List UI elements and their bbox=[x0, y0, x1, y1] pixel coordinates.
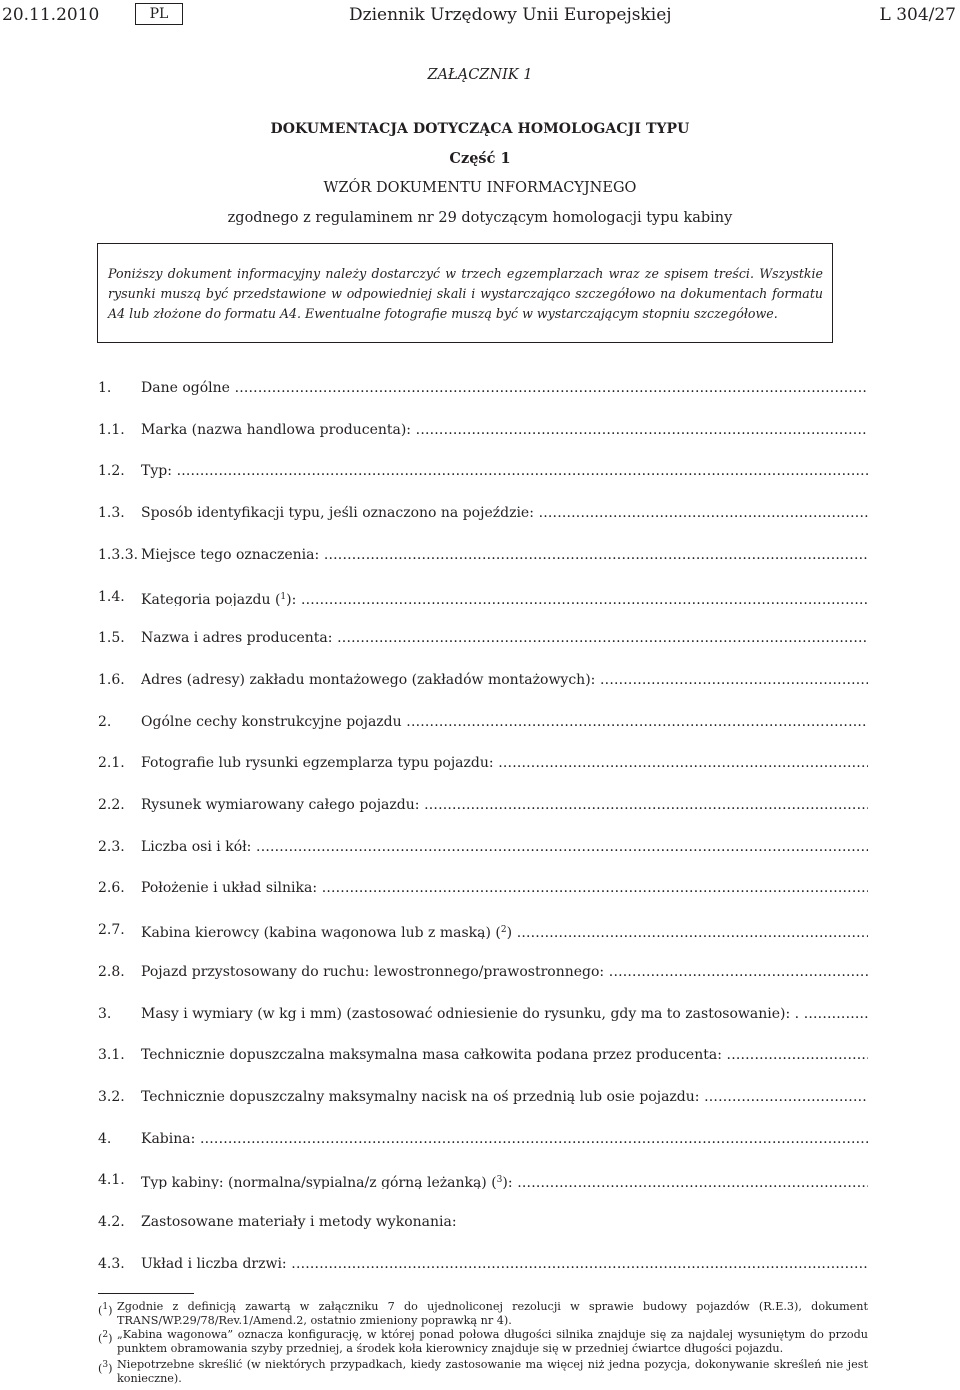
annex-heading: ZAŁĄCZNIK 1 bbox=[427, 67, 533, 83]
item-label bbox=[141, 1255, 868, 1273]
item-number: 2. bbox=[98, 714, 112, 730]
item-text: Pojazd przystosowany do ruchu: lewostronnego/prawostronnego: bbox=[141, 964, 605, 980]
form-item bbox=[98, 1171, 868, 1189]
item-text: Typ: bbox=[141, 463, 172, 479]
item-text: Technicznie dopuszczalna maksymalna masa całkowita podana przez producenta: bbox=[141, 1047, 722, 1063]
footnote-reference: 1 bbox=[280, 592, 287, 602]
item-number: 1.3.3. bbox=[98, 547, 139, 563]
form-item bbox=[98, 1046, 868, 1064]
page-header bbox=[0, 0, 960, 30]
item-number: 1.3. bbox=[98, 505, 125, 521]
item-number: 2.7. bbox=[98, 922, 125, 938]
form-item bbox=[98, 504, 868, 522]
item-number: 1. bbox=[98, 380, 112, 396]
form-item bbox=[98, 379, 868, 397]
item-number: 1.6. bbox=[98, 672, 125, 688]
item-text: Sposób identyfikacji typu, jeśli oznaczono na pojeździe: bbox=[141, 505, 534, 521]
model-heading: WZÓR DOKUMENTU INFORMACYJNEGO bbox=[323, 180, 637, 196]
item-text: Zastosowane materiały i metody wykonania: bbox=[141, 1214, 457, 1230]
item-text: Fotografie lub rysunki egzemplarza typu pojazdu: bbox=[141, 755, 494, 771]
item-number: 4.2. bbox=[98, 1214, 125, 1230]
item-label bbox=[141, 629, 868, 647]
footnote-text: „Kabina wagonowa” oznacza konfigurację, w której ponad połowa długości silnika znajduje się za najdalej wysuniętym do przodu punktem obramowania szyby przedniej, a środek koła kierownicy znajduje się w przedniej ćwiartce długości pojazdu. bbox=[117, 1328, 868, 1355]
item-text: Kabina: bbox=[141, 1131, 196, 1147]
item-text-suffix: ): bbox=[286, 592, 297, 606]
item-label bbox=[141, 838, 868, 856]
form-item bbox=[98, 1088, 868, 1106]
item-number: 2.6. bbox=[98, 880, 125, 896]
item-text: Układ i liczba drzwi: bbox=[141, 1256, 287, 1272]
item-number: 4.1. bbox=[98, 1172, 125, 1188]
journal-title: Dziennik Urzędowy Unii Europejskiej bbox=[349, 5, 672, 25]
item-text: Nazwa i adres producenta: bbox=[141, 630, 333, 646]
form-item bbox=[98, 796, 868, 814]
form-item bbox=[98, 629, 868, 647]
item-label bbox=[141, 546, 868, 564]
item-number: 4.3. bbox=[98, 1256, 125, 1272]
item-text: Miejsce tego oznaczenia: bbox=[141, 547, 320, 563]
item-number: 3. bbox=[98, 1006, 112, 1022]
form-item bbox=[98, 671, 868, 689]
item-number: 1.2. bbox=[98, 463, 125, 479]
item-text: Kategoria pojazdu ( bbox=[141, 592, 281, 606]
footnote-separator bbox=[98, 1293, 194, 1294]
item-label bbox=[141, 1088, 868, 1106]
item-number: 2.2. bbox=[98, 797, 125, 813]
form-item bbox=[98, 1255, 868, 1273]
form-item bbox=[98, 1213, 868, 1231]
regulation-subtitle: zgodnego z regulaminem nr 29 dotyczącym homologacji typu kabiny bbox=[227, 210, 733, 226]
footnote-mark: ($^2$) bbox=[98, 1330, 113, 1345]
item-number: 1.5. bbox=[98, 630, 125, 646]
item-number: 2.8. bbox=[98, 964, 125, 980]
footnote-reference: 2 bbox=[500, 925, 507, 935]
footnote-mark-number: 2 bbox=[102, 1330, 109, 1340]
form-item bbox=[98, 754, 868, 772]
item-text: Rysunek wymiarowany całego pojazdu: bbox=[141, 797, 420, 813]
language-badge: PL bbox=[135, 3, 183, 25]
item-label bbox=[141, 1005, 868, 1023]
item-label bbox=[141, 588, 868, 606]
form-item bbox=[98, 1005, 868, 1023]
item-label bbox=[141, 504, 868, 522]
item-text-suffix: ) bbox=[506, 925, 513, 939]
footnote bbox=[98, 1358, 868, 1386]
form-item bbox=[98, 588, 868, 606]
item-text: Dane ogólne bbox=[141, 380, 230, 396]
item-number: 3.1. bbox=[98, 1047, 125, 1063]
item-label bbox=[141, 1213, 868, 1231]
footnote bbox=[98, 1300, 868, 1328]
form-item bbox=[98, 421, 868, 439]
form-item bbox=[98, 921, 868, 939]
item-text: Liczba osi i kół: bbox=[141, 839, 252, 855]
item-text: Adres (adresy) zakładu montażowego (zakładów montażowych): bbox=[141, 672, 596, 688]
form-item bbox=[98, 1130, 868, 1148]
item-label bbox=[141, 879, 868, 897]
item-label bbox=[141, 462, 868, 480]
form-item bbox=[98, 879, 868, 897]
footnote bbox=[98, 1328, 868, 1356]
item-text-suffix: ): bbox=[502, 1175, 513, 1189]
footnote-mark: ($^3$) bbox=[98, 1360, 113, 1375]
footnote-reference: 3 bbox=[496, 1175, 503, 1185]
item-text: Technicznie dopuszczalny maksymalny nacisk na oś przednią lub osie pojazdu: bbox=[141, 1089, 700, 1105]
item-label bbox=[141, 671, 868, 689]
item-label bbox=[141, 796, 868, 814]
item-label bbox=[141, 421, 868, 439]
item-number: 2.3. bbox=[98, 839, 125, 855]
publication-date: 20.11.2010 bbox=[2, 5, 100, 25]
instructions-box: Poniższy dokument informacyjny należy dostarczyć w trzech egzemplarzach wraz ze spisem treści. Wszystkie rysunki muszą być przedstawione w odpowiedniej skali i wystarczająco szczegółowo na dokumentach formatu A4 lub złożone do formatu A4. Ewentualne fotografie muszą być w wystarczającym stopniu szczegółowe. bbox=[97, 243, 833, 343]
item-number: 4. bbox=[98, 1131, 112, 1147]
page-number: L 304/27 bbox=[879, 5, 956, 25]
item-label bbox=[141, 921, 868, 939]
item-label bbox=[141, 713, 868, 731]
item-text: Marka (nazwa handlowa producenta): bbox=[141, 422, 412, 438]
item-number: 1.1. bbox=[98, 422, 125, 438]
footnote-text: Niepotrzebne skreślić (w niektórych przypadkach, kiedy zastosowanie ma więcej niż jedna pozycja, dokonywanie skreśleń nie jest konieczne). bbox=[117, 1358, 868, 1385]
form-item bbox=[98, 546, 868, 564]
form-item bbox=[98, 713, 868, 731]
item-label bbox=[141, 1171, 868, 1189]
form-item bbox=[98, 462, 868, 480]
form-item bbox=[98, 838, 868, 856]
item-label bbox=[141, 379, 868, 397]
item-number: 3.2. bbox=[98, 1089, 125, 1105]
item-text: Kabina kierowcy (kabina wagonowa lub z maską) ( bbox=[141, 925, 501, 939]
item-number: 1.4. bbox=[98, 589, 125, 605]
part-heading: Część 1 bbox=[449, 150, 511, 167]
item-text: Położenie i układ silnika: bbox=[141, 880, 318, 896]
item-text: Typ kabiny: (normalna/sypialna/z górną leżanką) ( bbox=[141, 1175, 497, 1189]
item-number: 2.1. bbox=[98, 755, 125, 771]
item-label bbox=[141, 963, 868, 981]
item-label bbox=[141, 1046, 868, 1064]
footnote-mark: ($^1$) bbox=[98, 1302, 113, 1317]
footnote-mark-number: 3 bbox=[102, 1360, 109, 1370]
item-label bbox=[141, 1130, 868, 1148]
item-label bbox=[141, 754, 868, 772]
form-item bbox=[98, 963, 868, 981]
item-text: Masy i wymiary (w kg i mm) (zastosować odniesienie do rysunku, gdy ma to zastosowanie): . bbox=[141, 1006, 800, 1022]
item-text: Ogólne cechy konstrukcyjne pojazdu bbox=[141, 714, 402, 730]
footnote-text: Zgodnie z definicją zawartą w załączniku 7 do ujednoliconej rezolucji w sprawie budowy pojazdów (R.E.3), dokument TRANS/WP.29/78/Rev.1/Amend.2, ostatnio zmieniony poprawką nr 4). bbox=[117, 1300, 868, 1327]
footnote-mark-number: 1 bbox=[102, 1302, 109, 1312]
document-title: DOKUMENTACJA DOTYCZĄCA HOMOLOGACJI TYPU bbox=[270, 121, 690, 137]
